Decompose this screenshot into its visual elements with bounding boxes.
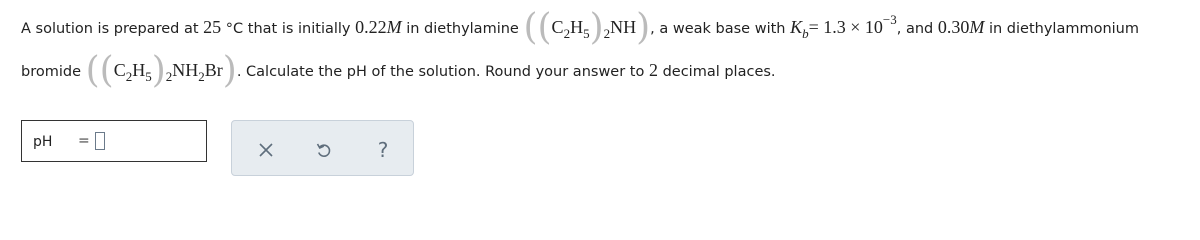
temperature-value: 25 bbox=[203, 17, 222, 37]
ph-answer-input[interactable] bbox=[95, 132, 105, 150]
salt-formula: $((C_2H_5)_2NH_2Br)$ bbox=[85, 50, 237, 91]
question-text: , and bbox=[896, 21, 938, 37]
question-text: in diethylammonium bbox=[984, 21, 1139, 37]
undo-button[interactable] bbox=[312, 138, 336, 162]
ph-label: pH bbox=[33, 134, 53, 150]
kb-value: = 1.3 × 10 bbox=[808, 17, 883, 37]
question-text: A solution is prepared at bbox=[21, 21, 204, 37]
close-icon bbox=[258, 142, 274, 158]
question-text: in diethylamine bbox=[401, 21, 524, 37]
diethylamine-formula: $((C_2H_5)_2NH)$ bbox=[523, 7, 651, 48]
salt-concentration: 0.30 bbox=[937, 17, 970, 37]
formula-parens: (( bbox=[523, 7, 552, 48]
undo-icon bbox=[315, 141, 333, 159]
question-text: °C that is initially bbox=[221, 21, 356, 37]
answer-tools-panel bbox=[231, 120, 414, 176]
answer-box bbox=[21, 120, 207, 162]
question-line-1 bbox=[21, 7, 1139, 48]
help-button[interactable] bbox=[371, 138, 395, 162]
question-line-2 bbox=[21, 50, 776, 91]
molarity-unit: M bbox=[386, 17, 402, 37]
molarity-unit: M bbox=[969, 17, 985, 37]
kb-subscript: b bbox=[802, 26, 809, 41]
question-text: decimal places. bbox=[657, 64, 776, 80]
clear-button[interactable] bbox=[254, 138, 278, 162]
question-text: , a weak base with bbox=[650, 21, 791, 37]
decimal-places-value: 2 bbox=[648, 60, 658, 80]
amine-concentration: 0.22 bbox=[355, 17, 387, 37]
question-text: . Calculate the pH of the solution. Round your answer to bbox=[236, 64, 649, 80]
help-icon: ? bbox=[377, 138, 389, 162]
kb-symbol: K bbox=[790, 17, 803, 37]
kb-exponent: −3 bbox=[882, 12, 897, 27]
question-text: bromide bbox=[21, 64, 86, 80]
equals-sign: = bbox=[78, 133, 90, 149]
